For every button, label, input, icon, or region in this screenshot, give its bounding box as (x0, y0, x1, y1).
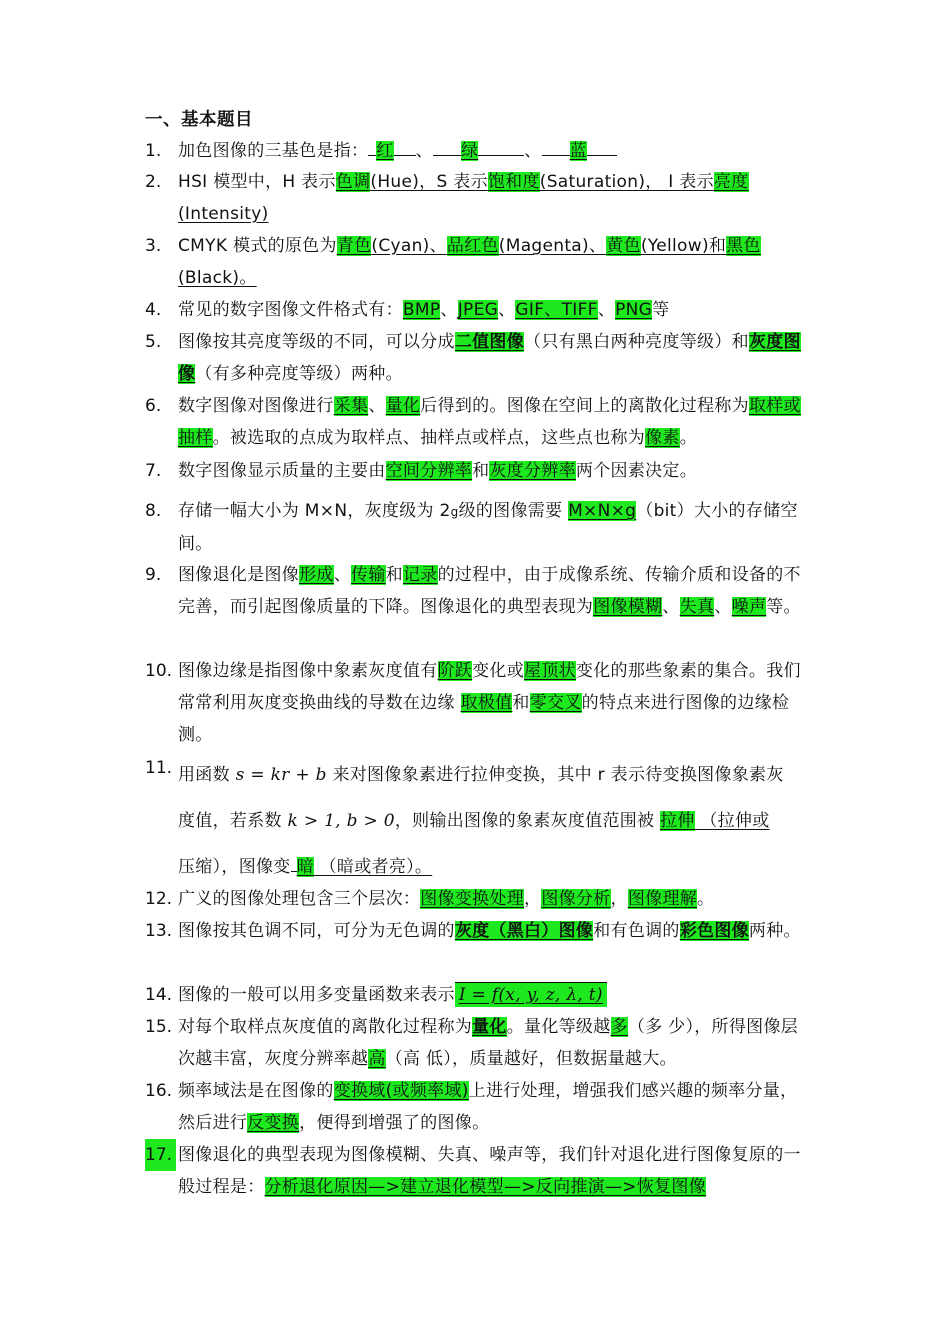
question-number: 10. (145, 661, 173, 681)
answer: 记录 (402, 565, 438, 585)
question-text: 存储一幅大小为 M×N，灰度级为 2g级的图像需要 M×N×g（bit）大小的存储空间。 (178, 501, 798, 554)
answer: 色调 (335, 172, 371, 192)
question-text: 图像边缘是指图像中象素灰度值有阶跃变化或屋顶状变化的那些象素的集合。我们常常利用灰度变换曲线的导数在边缘 取极值和零交叉的特点来进行图像的边缘检测。 (178, 661, 801, 745)
question-number: 3. (145, 236, 162, 256)
answer: 像素 (645, 428, 680, 448)
question-text: 图像退化的典型表现为图像模糊、失真、噪声等，我们针对退化进行图像复原的一般过程是：分析退化原因—>建立退化模型—>反向推演—>恢复图像 (178, 1145, 801, 1197)
question-number: 2. (145, 172, 162, 192)
question-text: 广义的图像处理包含三个层次：图像变换处理，图像分析，图像理解。 (178, 889, 715, 909)
question-number: 17. (145, 1139, 176, 1171)
question-text: HSI 模型中，H 表示色调(Hue)，S 表示饱和度(Saturation)， I 表示亮度(Intensity) (178, 172, 749, 224)
answer: 黄色 (606, 236, 641, 256)
section-heading: 一、基本题目 (145, 110, 253, 130)
question-text: 图像按其色调不同，可分为无色调的灰度（黑白）图像和有色调的彩色图像两种。 (178, 921, 801, 941)
answer: 图像变换处理 (420, 889, 525, 909)
answer: 取样或抽样 (178, 396, 801, 448)
answer: TIFF (561, 300, 598, 320)
answer: 拉伸 (660, 811, 695, 831)
question-text: 加色图像的三基色是指： 红 、 绿 、 蓝 (178, 135, 810, 167)
answer: 二值图像 (454, 332, 525, 352)
question-text: 图像按其亮度等级的不同，可以分成二值图像（只有黑白两种亮度等级）和灰度图像（有多种亮度等级）两种。 (178, 332, 801, 384)
answer: 青色 (336, 236, 372, 256)
answer: 量化 (385, 396, 421, 416)
answer: 图像分析 (541, 889, 611, 909)
answer: 红 (376, 141, 394, 161)
question-number: 1. (145, 141, 162, 161)
formula: k > 1, b > 0 (287, 811, 395, 831)
answer: 阶跃 (437, 661, 473, 681)
answer: 零交叉 (529, 693, 582, 713)
answer: 亮度 (713, 172, 749, 192)
answer: 变换域(或频率域) (333, 1081, 469, 1101)
question-number: 5. (145, 332, 162, 352)
answer: 噪声 (731, 597, 767, 617)
answer: 反变换 (247, 1113, 300, 1133)
answer: M×N×g (568, 501, 637, 521)
answer: PNG (615, 300, 653, 320)
question-text: 数字图像对图像进行采集、量化后得到的。图像在空间上的离散化过程称为取样或抽样。被选取的点成为取样点、抽样点或样点，这些点也称为像素。 (178, 396, 801, 448)
answer: 屋顶状 (524, 661, 576, 681)
answer: 采集 (333, 396, 369, 416)
answer: 灰度图像 (178, 332, 801, 384)
question-text: CMYK 模式的原色为青色(Cyan)、品红色(Magenta)、黄色(Yellow)和黑色(Black)。 (178, 236, 761, 288)
question-number: 12. (145, 889, 173, 909)
answer: 空间分辨率 (385, 461, 473, 481)
answer: 量化 (472, 1017, 507, 1037)
question-text: 图像退化是图像形成、传输和记录的过程中，由于成像系统、传输介质和设备的不完善，而引起图像质量的下降。图像退化的典型表现为图像模糊、失真、噪声等。 (178, 565, 801, 617)
formula: s = kr + b (235, 765, 327, 785)
answer: BMP (402, 300, 441, 320)
answer: 多 (610, 1017, 628, 1037)
question-text: 常见的数字图像文件格式有：BMP、JPEG、GIF、TIFF、PNG等 (178, 300, 670, 320)
answer: 黑色 (726, 236, 761, 256)
answer: 高 (368, 1049, 386, 1069)
answer: 失真 (679, 597, 715, 617)
question-number: 13. (145, 921, 173, 941)
answer: 分析退化原因—>建立退化模型—>反向推演—>恢复图像 (264, 1177, 707, 1197)
answer: 彩色图像 (679, 921, 749, 941)
answer: 暗 (296, 857, 314, 877)
question-number: 7. (145, 461, 162, 481)
question-number: 9. (145, 565, 162, 585)
answer: 绿 (460, 141, 479, 161)
question-number: 8. (145, 501, 162, 521)
answer: 传输 (351, 565, 386, 585)
answer: 形成 (299, 565, 334, 585)
question-number: 11. (145, 758, 173, 778)
question-number: 6. (145, 396, 162, 416)
answer: JPEG (457, 300, 499, 320)
question-number: 16. (145, 1081, 173, 1101)
answer: 灰度分辨率 (489, 461, 576, 481)
question-text: 频率域法是在图像的变换域(或频率域)上进行处理，增强我们感兴趣的频率分量，然后进行反变换，便得到增强了的图像。 (178, 1081, 798, 1133)
answer: 蓝 (569, 141, 587, 161)
question-number: 15. (145, 1017, 173, 1037)
question-number: 4. (145, 300, 162, 320)
question-text: 数字图像显示质量的主要由空间分辨率和灰度分辨率两个因素决定。 (178, 461, 698, 481)
question-number: 14. (145, 985, 173, 1005)
question-text: 用函数 s = kr + b 来对图像象素进行拉伸变换，其中 r 表示待变换图像象素灰 度值，若系数 k > 1, b > 0，则输出图像的象素灰度值范围被 拉伸 （拉伸或 压缩），图像变 暗 （暗或者亮）。 (178, 765, 784, 877)
answer: 图像理解 (627, 889, 698, 909)
answer: 饱和度 (487, 172, 540, 192)
answer: 灰度（黑白）图像 (454, 921, 594, 941)
answer: 品红色 (446, 236, 499, 256)
answer: GIF (515, 300, 545, 320)
answer: 图像模糊 (593, 597, 663, 617)
formula-answer: I = f(x, y, z, λ, t) (455, 982, 607, 1007)
question-text: 图像的一般可以用多变量函数来表示 I = f(x, y, z, λ, t) (178, 979, 810, 1011)
question-text: 对每个取样点灰度值的离散化过程称为量化。量化等级越多（多 少），所得图像层次越丰富，灰度分辨率越高（高 低），质量越好，但数据量越大。 (178, 1017, 799, 1069)
